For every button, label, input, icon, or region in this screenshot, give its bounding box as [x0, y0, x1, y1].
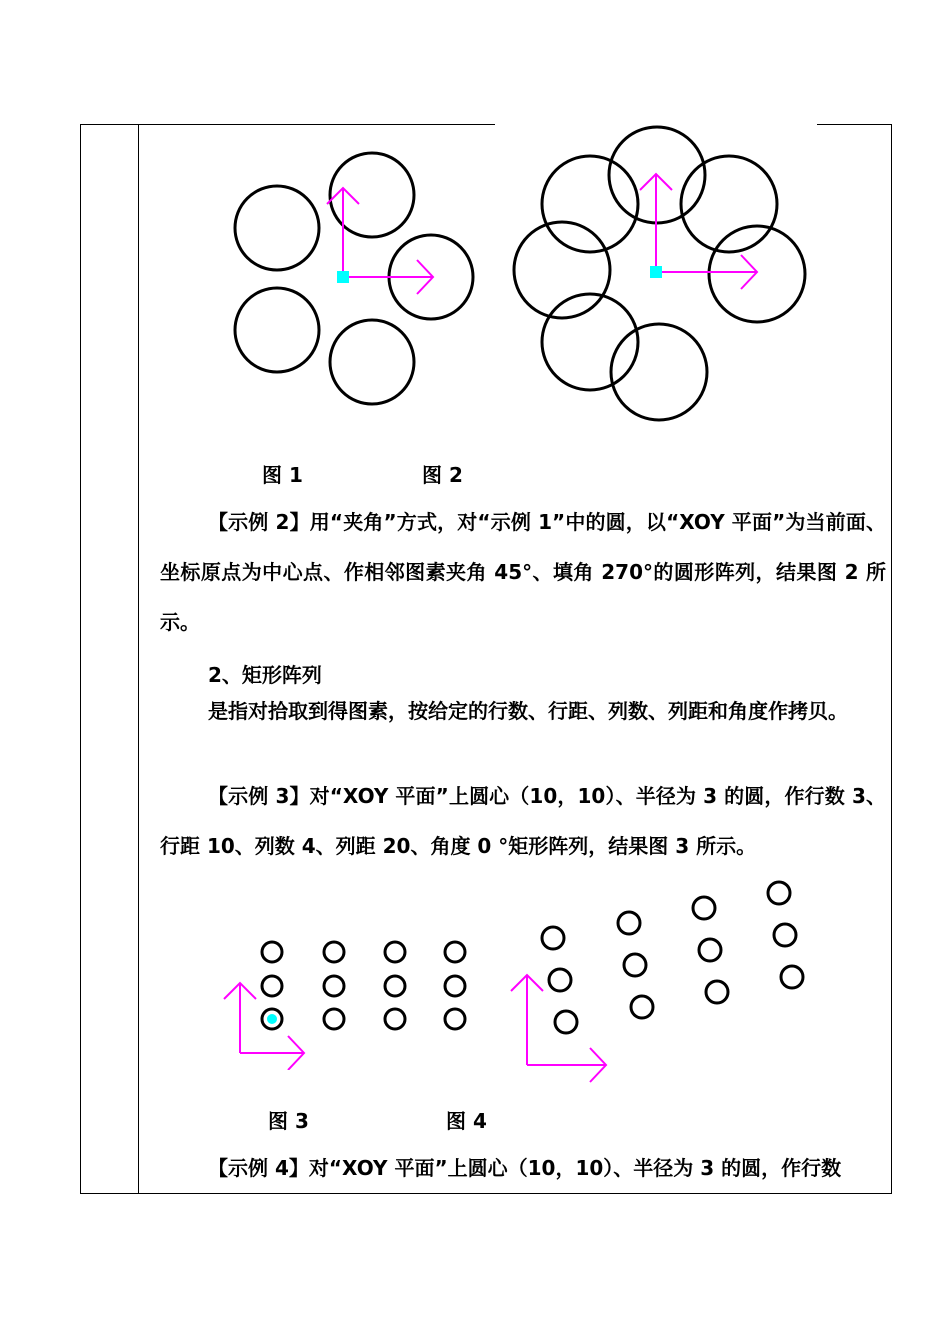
- fig4-circle: [542, 927, 564, 949]
- example-2-paragraph: 【示例 2】用“夹角”方式，对“示例 1”中的圆，以“XOY 平面”为当前面、坐标原点为中心点、作相邻图素夹角 45°、填角 270°的圆形阵列，结果图 2 所示。: [160, 510, 886, 634]
- fig3-circle: [445, 1009, 465, 1029]
- fig3-origin-marker: [267, 1014, 277, 1024]
- fig1-circle: [330, 320, 414, 404]
- fig4-circle: [624, 954, 646, 976]
- example-4-paragraph: 【示例 4】对“XOY 平面”上圆心（10，10）、半径为 3 的圆，作行数: [208, 1156, 842, 1180]
- fig2-circle: [709, 226, 805, 322]
- fig3-circle: [445, 942, 465, 962]
- fig3-circle: [262, 976, 282, 996]
- figure-3-caption: 图 3: [268, 1109, 309, 1133]
- figure-4-caption: 图 4: [446, 1109, 487, 1133]
- fig4-circle: [693, 897, 715, 919]
- fig3-circle: [385, 976, 405, 996]
- fig4-circle: [699, 939, 721, 961]
- fig4-circle: [768, 882, 790, 904]
- table-column-divider: [138, 124, 139, 1194]
- fig4-circle: [555, 1011, 577, 1033]
- figure-1-caption: 图 1: [262, 463, 303, 487]
- fig1-circle: [235, 288, 319, 372]
- fig4-circle: [774, 924, 796, 946]
- fig4-circle: [631, 996, 653, 1018]
- fig4-circle: [618, 912, 640, 934]
- figure-4: [500, 875, 820, 1090]
- figure-2: [505, 122, 815, 427]
- fig2-circle: [611, 324, 707, 420]
- fig4-circle: [781, 966, 803, 988]
- figure-1: [225, 140, 485, 420]
- fig4-circle: [549, 969, 571, 991]
- fig3-circle: [385, 942, 405, 962]
- fig3-circle: [385, 1009, 405, 1029]
- fig1-origin-marker: [337, 271, 349, 283]
- fig2-origin-marker: [650, 266, 662, 278]
- fig1-circle: [235, 186, 319, 270]
- fig3-circle: [324, 942, 344, 962]
- section-title: 2、矩形阵列: [208, 663, 322, 687]
- fig3-circle: [324, 1009, 344, 1029]
- fig3-circle: [324, 976, 344, 996]
- definition-paragraph: 是指对拾取到得图素，按给定的行数、行距、列数、列距和角度作拷贝。: [208, 699, 848, 723]
- fig4-circle: [706, 981, 728, 1003]
- fig2-circle: [542, 156, 638, 252]
- example-3-paragraph: 【示例 3】对“XOY 平面”上圆心（10，10）、半径为 3 的圆，作行数 3、行距 10、列数 4、列距 20、角度 0 °矩形阵列，结果图 3 所示。: [160, 784, 886, 858]
- fig3-circle: [262, 942, 282, 962]
- figure-3: [220, 930, 480, 1070]
- fig3-circle: [445, 976, 465, 996]
- figure-2-caption: 图 2: [422, 463, 463, 487]
